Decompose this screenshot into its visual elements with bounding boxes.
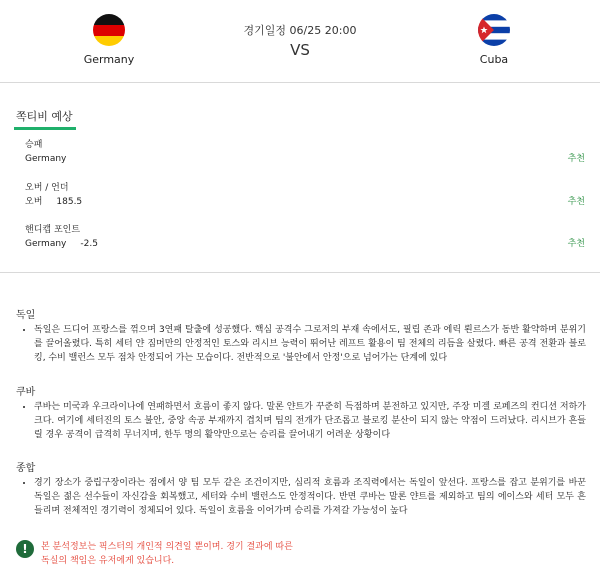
analysis-text: • 독일은 드디어 프랑스를 꺾으며 3연패 탈출에 성공했다. 핵심 공격수 그로저의 부재 속에서도, 필립 존과 에릭 뢴르스가 동반 활약하며 분위기를 끌어올렸다. 특히 세터 얀 짐머만의 안정적인 토스와 리시브 능력이 뛰어난 레프트 활용이 팀 전체의 리듬을 살렸다. 빠른 공격 전환과 블로킹, 수비 밸런스 모두 점차 안정되어 가는 모습이다. 전반적으로 '불안에서 안정'으로 넘어가는 단계에 있다 <box>34 323 586 365</box>
analysis-heading: 종합 <box>16 463 36 474</box>
analysis-germany <box>16 309 586 365</box>
disclaimer-line: 독실의 책임은 유저에게 있습니다. <box>41 556 175 566</box>
analysis-cuba <box>16 386 586 442</box>
pick-value: 오버 <box>25 197 43 207</box>
analysis-summary <box>16 462 586 518</box>
analysis-text: • 쿠바는 미국과 우크라이나에 연패하면서 흐름이 좋지 않다. 말론 얀트가 꾸준히 득점하며 분전하고 있지만, 주장 미겔 로페즈의 컨디션 저하가 크다. 여기에 세터진의 토스 불안, 중앙 속공 부재까지 겹치며 팀의 전개가 단조롭고 블로킹 분산이 되지 않는 약점이 드러났다. 리시브가 흔들릴 경우 공격이 급격히 무너지며, 한두 명의 활약만으로는 승리를 끌어내기 어려운 상황이다 <box>34 400 586 442</box>
vs-label: VS <box>290 41 310 59</box>
recommend-badge: 추천 <box>567 197 585 207</box>
prediction-row-handicap <box>25 223 585 251</box>
analysis-heading: 독일 <box>16 310 36 321</box>
home-team-name: Germany <box>83 53 135 66</box>
prediction-pick <box>25 237 585 251</box>
away-team <box>434 14 554 66</box>
disclaimer-line: 본 분석정보는 픽스터의 개인적 의견일 뿐이며. 경기 결과에 따른 <box>41 542 293 552</box>
pick-value: Germany <box>25 154 67 164</box>
match-header <box>0 0 600 83</box>
disclaimer-text <box>41 540 576 568</box>
prediction-label: 핸디캡 포인트 <box>25 225 81 235</box>
pick-line: -2.5 <box>80 239 98 249</box>
prediction-title: 쪽티비 예상 <box>16 108 73 128</box>
analysis-text: • 경기 장소가 중립구장이라는 점에서 양 팀 모두 같은 조건이지만, 심리적 흐름과 조직력에서는 독일이 앞선다. 프랑스를 잡고 분위기를 바꾼 독일은 젊은 선수들이 자신감을 회복했고, 세터와 수비 밸런스도 안정적이다. 반면 쿠바는 말론 얀트를 제외하고 팀의 에이스와 세터 모두 흔들리며 전체적인 경기력이 정체되어 있다. 독일이 흐름을 이어가며 승리를 가져갈 가능성이 높다 <box>34 476 586 518</box>
away-team-name: Cuba <box>479 53 509 66</box>
prediction-label: 오버 / 언더 <box>25 183 69 193</box>
exclamation-icon: ! <box>16 540 34 558</box>
prediction-pick <box>25 195 585 209</box>
prediction-pick <box>25 152 585 166</box>
cuba-flag-icon <box>478 14 510 46</box>
prediction-row-over-under <box>25 181 585 209</box>
prediction-label: 승패 <box>25 140 43 150</box>
pick-line: 185.5 <box>56 197 83 207</box>
pick-value: Germany <box>25 239 67 249</box>
section-divider <box>0 272 600 273</box>
match-date: 경기일정 06/25 20:00 <box>243 24 357 37</box>
prediction-row-winner <box>25 138 585 166</box>
recommend-badge: 추천 <box>567 154 585 164</box>
disclaimer <box>16 540 576 568</box>
analysis-heading: 쿠바 <box>16 387 36 398</box>
recommend-badge: 추천 <box>567 239 585 249</box>
